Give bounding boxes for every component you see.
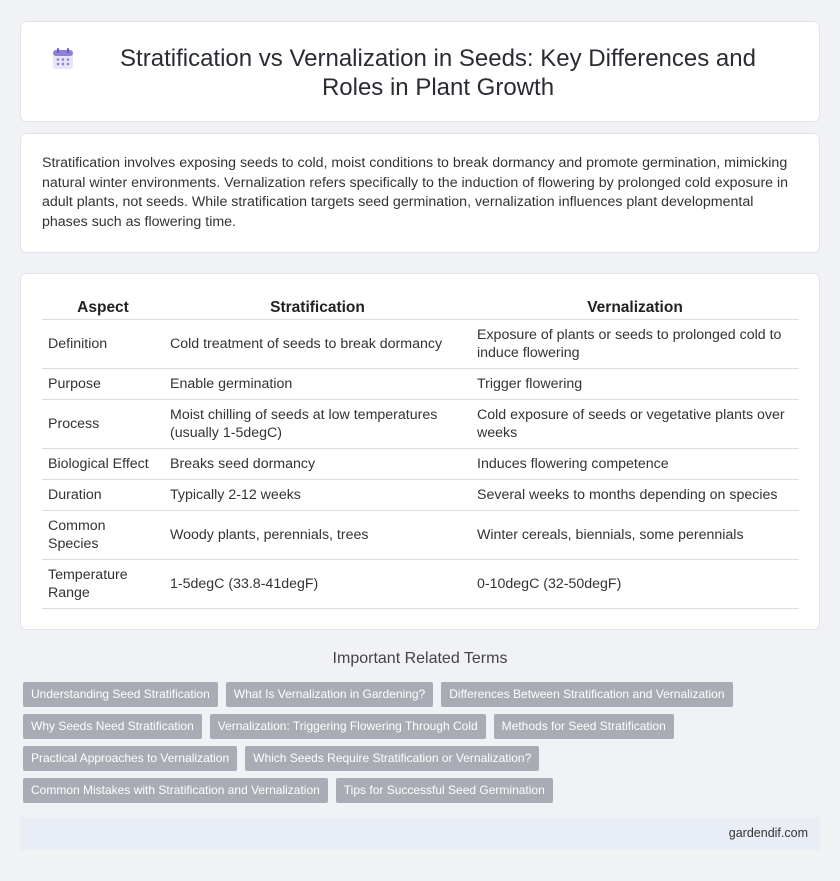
table-cell: 0-10degC (32-50degF) <box>471 559 799 608</box>
table-row <box>42 448 799 479</box>
table-cell: Typically 2-12 weeks <box>164 479 471 510</box>
summary-card <box>20 133 820 253</box>
related-term-tag[interactable]: Why Seeds Need Stratification <box>23 714 202 739</box>
summary-text: Stratification involves exposing seeds to cold, moist conditions to break dormancy and promote germination, mimicking natural winter environments. Vernalization refers specifically to the induction of flowering by prolonged cold exposure in adult plants, not seeds. While stratification targets seed germination, vernalization influences plant developmental phases such as flowering time. <box>42 155 789 230</box>
table-cell: Enable germination <box>164 368 471 399</box>
footer-site-link[interactable]: gardendif.com <box>728 826 808 840</box>
related-term-tag[interactable]: Which Seeds Require Stratification or Vernalization? <box>245 746 539 771</box>
comparison-table-card <box>20 273 820 630</box>
related-terms-list <box>23 682 813 810</box>
table-cell: Woody plants, perennials, trees <box>164 510 471 559</box>
table-cell: Duration <box>42 479 164 510</box>
table-cell: Common Species <box>42 510 164 559</box>
header-aspect: Aspect <box>42 294 164 319</box>
table-row <box>42 319 799 368</box>
table-cell: Trigger flowering <box>471 368 799 399</box>
table-header-row <box>42 294 799 319</box>
related-term-tag[interactable]: Methods for Seed Stratification <box>494 714 674 739</box>
related-term-tag[interactable]: Understanding Seed Stratification <box>23 682 218 707</box>
table-cell: Moist chilling of seeds at low temperatures (usually 1-5degC) <box>164 399 471 448</box>
table-row <box>42 399 799 448</box>
title-card <box>20 21 820 122</box>
related-term-tag[interactable]: Differences Between Stratification and Vernalization <box>441 682 732 707</box>
page-title: Stratification vs Vernalization in Seeds: Key Differences and Roles in Plant Growth <box>120 45 756 101</box>
table-row <box>42 479 799 510</box>
related-terms-heading: Important Related Terms <box>332 650 508 667</box>
table-row <box>42 559 799 608</box>
related-term-tag[interactable]: Tips for Successful Seed Germination <box>336 778 553 803</box>
related-term-tag[interactable]: Practical Approaches to Vernalization <box>23 746 237 771</box>
table-cell: Purpose <box>42 368 164 399</box>
table-cell: Winter cereals, biennials, some perennials <box>471 510 799 559</box>
table-cell: Breaks seed dormancy <box>164 448 471 479</box>
footer <box>20 817 820 850</box>
table-cell: Process <box>42 399 164 448</box>
comparison-table <box>42 294 799 609</box>
table-cell: Several weeks to months depending on species <box>471 479 799 510</box>
table-cell: Induces flowering competence <box>471 448 799 479</box>
related-term-tag[interactable]: Common Mistakes with Stratification and Vernalization <box>23 778 328 803</box>
table-cell: 1-5degC (33.8-41degF) <box>164 559 471 608</box>
header-vernalization: Vernalization <box>471 294 799 319</box>
table-row <box>42 368 799 399</box>
table-cell: Temperature Range <box>42 559 164 608</box>
table-cell: Exposure of plants or seeds to prolonged cold to induce flowering <box>471 319 799 368</box>
table-cell: Biological Effect <box>42 448 164 479</box>
table-cell: Cold exposure of seeds or vegetative plants over weeks <box>471 399 799 448</box>
table-row <box>42 510 799 559</box>
related-term-tag[interactable]: Vernalization: Triggering Flowering Through Cold <box>210 714 486 739</box>
table-cell: Cold treatment of seeds to break dormancy <box>164 319 471 368</box>
related-term-tag[interactable]: What Is Vernalization in Gardening? <box>226 682 433 707</box>
table-cell: Definition <box>42 319 164 368</box>
header-stratification: Stratification <box>164 294 471 319</box>
